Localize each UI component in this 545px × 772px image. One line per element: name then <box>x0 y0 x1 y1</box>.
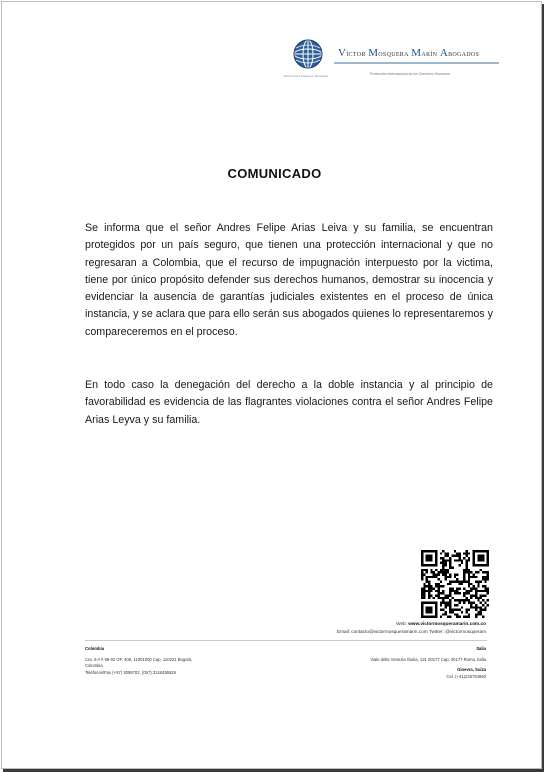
footer-web-url[interactable]: www.victormosqueramarin.com.co <box>408 621 486 626</box>
logo-caption: Derechos Humanos Globales <box>284 74 329 78</box>
firm-tagline: Protección Internacional de los Derechos Humanos <box>370 72 450 76</box>
letterhead-rule <box>334 62 499 64</box>
qr-code-icon <box>421 550 489 618</box>
footer-web <box>396 621 486 626</box>
footer-web-label: Web: <box>396 621 409 626</box>
footer-email[interactable]: Email: contacto@victormosqueramarin.com Twitter: @victormosqueram <box>336 629 486 634</box>
firm-name-rest-4: bogados <box>448 48 480 58</box>
firm-name-cap-2: M <box>368 47 379 59</box>
footer-suiza-heading: Ginevra, Suiza <box>457 667 486 672</box>
document-title: COMUNICADO <box>227 166 322 181</box>
body-paragraph-2: En todo caso la denegación del derecho a la doble instancia y al principio de favorabilidad es evidencia de las flagrantes violaciones contra el señor Andres Felipe Arias Leyva y su familia. <box>85 379 493 426</box>
firm-name <box>338 47 479 59</box>
footer-suiza-line: Cel. (+41)225754860 <box>446 673 486 679</box>
firm-name-rest-1: íctor <box>346 48 369 58</box>
firm-name-rest-2: osquera <box>378 48 412 58</box>
footer-italia-line: Viale della Venezia Giulia, 131 00177 Cap. 00177 Roma, Italia <box>370 656 486 662</box>
footer-colombia-heading: Colombia <box>85 646 105 651</box>
body-paragraph-1: Se informa que el señor Andres Felipe Arias Leiva y su familia, se encuentran protegidos por un país seguro, que tienen una protección internacional y que no regresaran a Colombia, que el recurso de impugnación interpuesto por la victima, tiene por único propósito defender sus derechos humanos, demostrar su inocencia y evidenciar la ausencia de garantías judiciales existentes en el proceso de única instancia, y se aclara que para ello serán sus abogados quienes lo representaremos y compareceremos en el proceso. <box>85 222 493 338</box>
footer-colombia-line: Colombia <box>85 663 103 668</box>
footer-rule <box>85 640 487 641</box>
footer-colombia <box>85 646 192 676</box>
firm-name-cap-1: V <box>338 47 347 59</box>
footer-colombia-line: Cra. 9 A # 99-02 OF. 408, 11001000 Cap. 110221 Bogotá, <box>85 656 193 662</box>
document-page <box>1 1 542 769</box>
firm-name-cap-4: A <box>439 47 449 59</box>
globe-logo-icon <box>292 38 324 70</box>
firm-name-rest-3: arín <box>421 48 440 58</box>
footer-italia <box>370 646 486 680</box>
footer-colombia-line: Teléfonos/Fax (+57) 3099702, (057) 3118436529 <box>85 669 176 675</box>
firm-name-cap-3: M <box>411 47 422 59</box>
footer-italia-heading: Italia <box>476 646 486 651</box>
